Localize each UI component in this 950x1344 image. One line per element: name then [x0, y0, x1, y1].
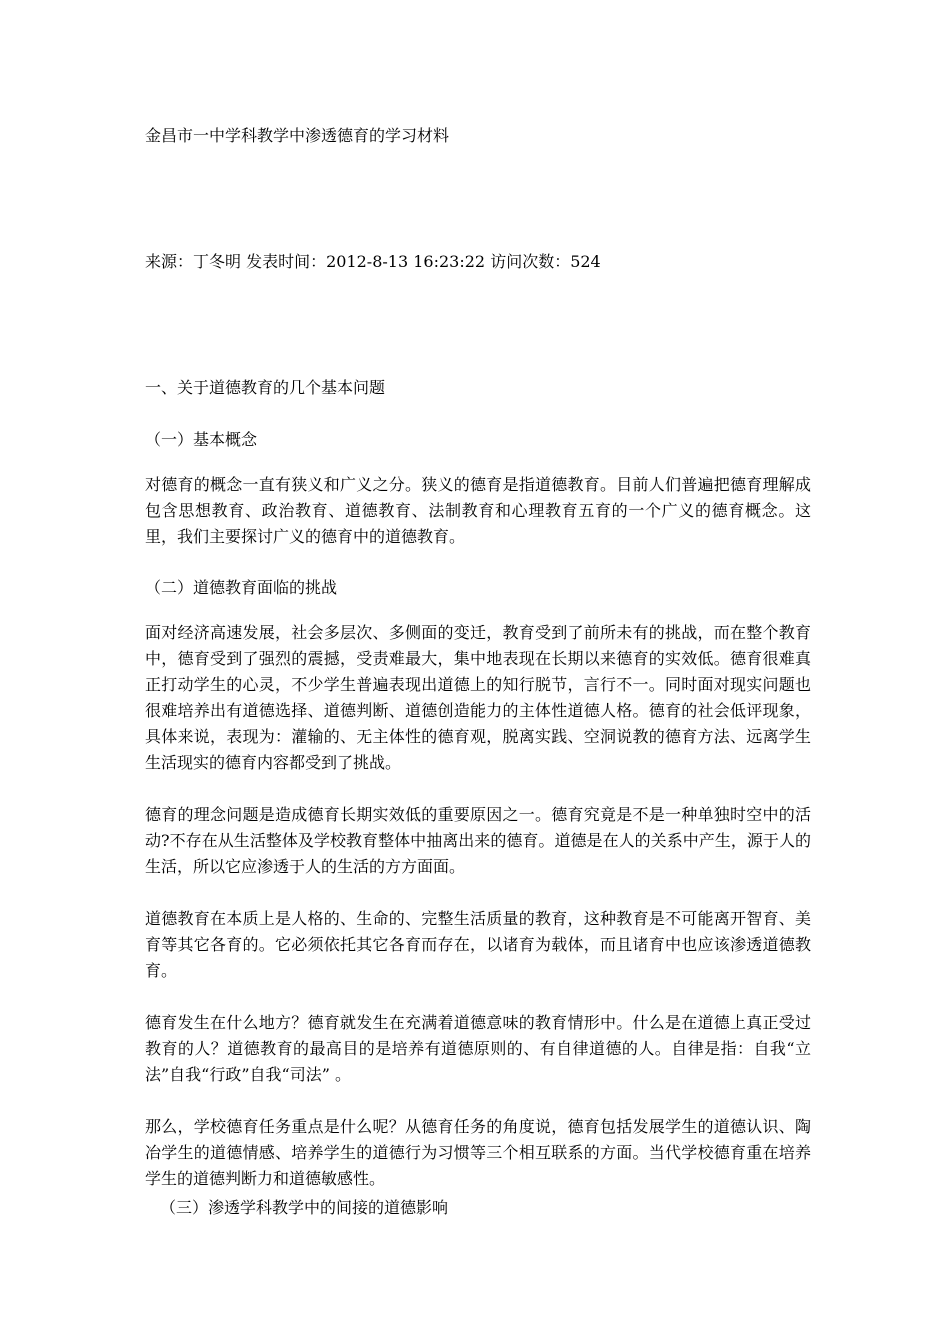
paragraph-nature: 道德教育在本质上是人格的、生命的、完整生活质量的教育，这种教育是不可能离开智育、美育等其它各育的。它必须依托其它各育而存在，以诸育为载体，而且诸育中也应该渗透道德教育。: [145, 909, 811, 980]
document-title: 金昌市一中学科教学中渗透德育的学习材料: [145, 126, 450, 145]
subsection-heading-challenges: （二）道德教育面临的挑战: [145, 578, 338, 597]
paragraph-where: 德育发生在什么地方？德育就发生在充满着道德意味的教育情形中。什么是在道德上真正受过教育的人？道德教育的最高目的是培养有道德原则的、有自律道德的人。自律是指：自我“立法”自我“行政”自我“司法” 。: [145, 1013, 811, 1084]
paragraph-tasks: 那么，学校德育任务重点是什么呢？从德育任务的角度说，德育包括发展学生的道德认识、陶冶学生的道德情感、培养学生的道德行为习惯等三个相互联系的方面。当代学校德育重在培养学生的道德判断力和道德敏感性。: [145, 1117, 811, 1188]
section-heading: 一、关于道德教育的几个基本问题: [145, 378, 386, 397]
subsection-heading-basic-concepts: （一）基本概念: [145, 430, 258, 449]
paragraph-concepts: 对德育的概念一直有狭义和广义之分。狭义的德育是指道德教育。目前人们普遍把德育理解成包含思想教育、政治教育、道德教育、法制教育和心理教育五育的一个广义的德育概念。这里，我们主要探讨广义的德育中的道德教育。: [145, 475, 811, 546]
paragraph-concept-issue: 德育的理念问题是造成德育长期实效低的重要原因之一。德育究竟是不是一种单独时空中的活动?不存在从生活整体及学校教育整体中抽离出来的德育。道德是在人的关系中产生，源于人的生活，所以它应渗透于人的生活的方方面面。: [145, 805, 811, 876]
document-meta: 来源：丁冬明 发表时间：2012-8-13 16:23:22 访问次数：524: [145, 252, 601, 271]
paragraph-challenges: 面对经济高速发展，社会多层次、多侧面的变迁，教育受到了前所未有的挑战，而在整个教育中，德育受到了强烈的震撼，受责难最大，集中地表现在长期以来德育的实效低。德育很难真正打动学生的心灵，不少学生普遍表现出道德上的知行脱节，言行不一。同时面对现实问题也很难培养出有道德选择、道德判断、道德创造能力的主体性道德人格。德育的社会低评现象，具体来说，表现为：灌输的、无主体性的德育观，脱离实践、空洞说教的德育方法、远离学生生活现实的德育内容都受到了挑战。: [145, 623, 811, 772]
subsection-heading-infiltration: （三）渗透学科教学中的间接的道德影响: [160, 1198, 449, 1217]
